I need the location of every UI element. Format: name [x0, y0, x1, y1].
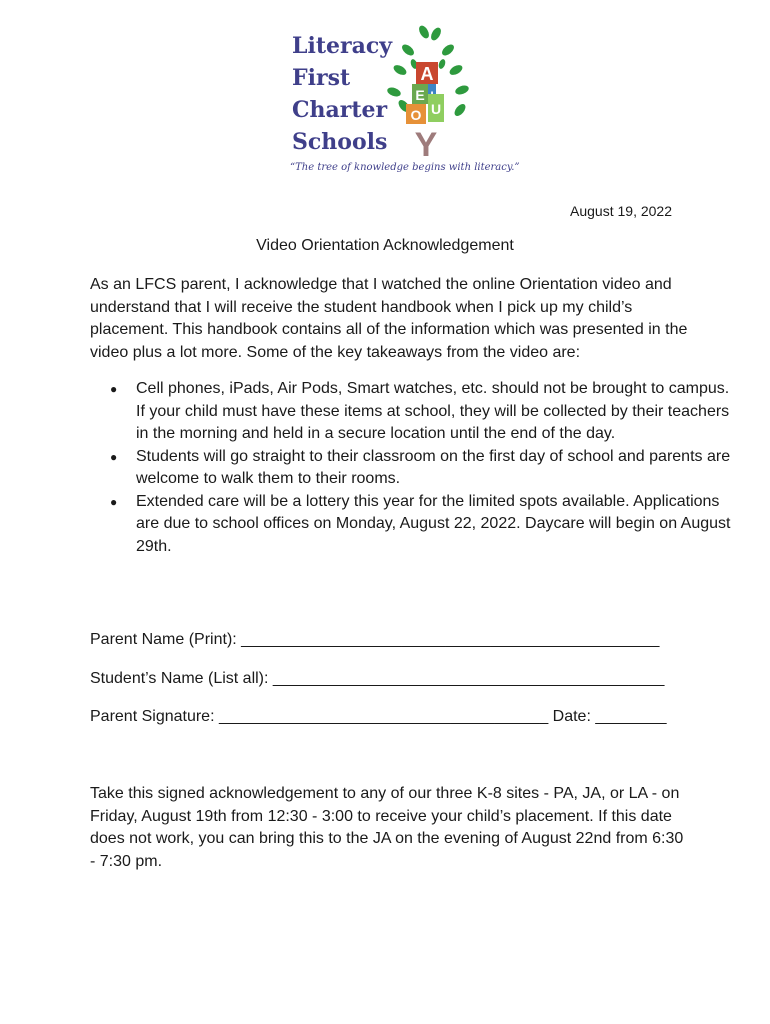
list-item: ● Extended care will be a lottery this year for the limited spots available. Applications are due to school offices on Monday, August 22, 2022. Daycare will begin on August 29th.	[136, 491, 736, 559]
document-date: August 19, 2022	[570, 203, 672, 219]
parent-name-field[interactable]: Parent Name (Print): _______________________________________________	[90, 631, 660, 648]
parent-signature-field[interactable]: Parent Signature: _____________________________________ Date: ________	[90, 708, 667, 725]
logo-line-first: First	[292, 65, 351, 91]
logo-line-literacy: Literacy	[292, 33, 393, 59]
logo-line-schools: Schools	[292, 129, 388, 155]
document-title: Video Orientation Acknowledgement	[256, 237, 514, 254]
logo-text	[292, 30, 392, 158]
list-item: ● Cell phones, iPads, Air Pods, Smart watches, etc. should not be brought to campus. If your child must have these items at school, they will be collected by their teachers in the morning and held in a secure location until the end of the day.	[136, 378, 736, 446]
intro-paragraph: As an LFCS parent, I acknowledge that I watched the online Orientation video and understand that I will receive the student handbook when I pick up my child’s placement. This handbook contains all of the information which was presented in the video plus a lot more. Some of the key takeaways from the video are:	[90, 276, 688, 361]
list-item: ● Students will go straight to their classroom on the first day of school and parents are welcome to walk them to their rooms.	[136, 446, 736, 491]
letter-o: O	[410, 107, 422, 123]
letter-y: Y	[414, 126, 438, 164]
closing-paragraph: Take this signed acknowledgement to any of our three K-8 sites - PA, JA, or LA - on Friday, August 19th from 12:30 - 3:00 to receive your child’s placement. If this date does not work, you can bring this to the JA on the evening of August 22nd from 6:30 - 7:30 pm.	[90, 785, 684, 870]
student-name-field[interactable]: Student’s Name (List all): ____________________________________________	[90, 670, 665, 687]
school-logo	[284, 22, 520, 184]
logo-line-charter: Charter	[292, 97, 388, 123]
letter-a: A	[420, 64, 434, 84]
logo-tagline: “The tree of knowledge begins with literacy.”	[290, 162, 520, 173]
takeaways-list	[90, 378, 736, 558]
letter-u: U	[430, 101, 442, 117]
letter-e: E	[415, 87, 425, 103]
tree-logo-icon	[384, 24, 484, 164]
